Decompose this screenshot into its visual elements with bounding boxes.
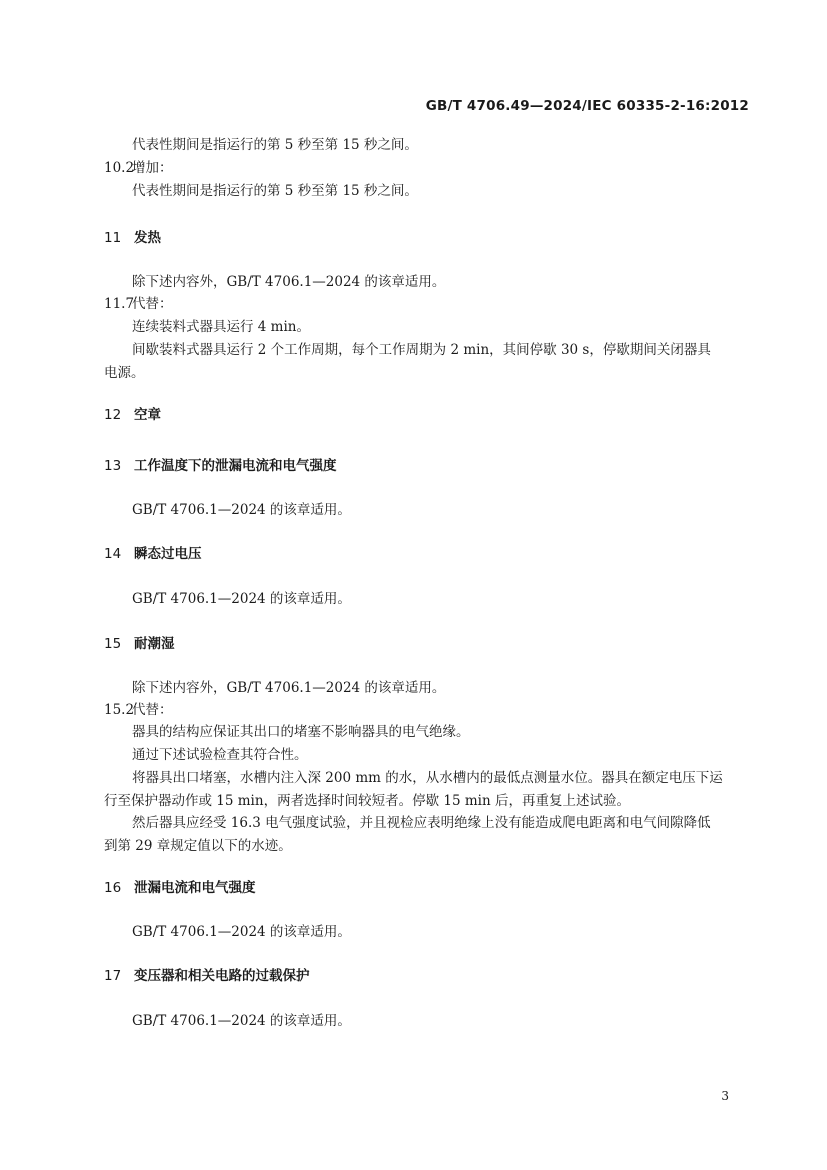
paragraph: GB/T 4706.1—2024 的该章适用。	[132, 924, 351, 940]
paragraph-continuation: 到第 29 章规定值以下的水迹。	[104, 838, 292, 854]
subclause-number: 15.2	[104, 702, 135, 718]
subclause-label: 代替：	[132, 702, 173, 718]
clause-number: 12	[104, 407, 122, 423]
clause-number: 13	[104, 458, 122, 474]
paragraph: 代表性期间是指运行的第 5 秒至第 15 秒之间。	[132, 137, 418, 153]
clause-number: 16	[104, 880, 122, 896]
paragraph: 然后器具应经受 16.3 电气强度试验，并且视检应表明绝缘上没有能造成爬电距离和电气间隙降低	[132, 815, 711, 831]
clause-title: 发热	[134, 230, 161, 246]
clause-number: 14	[104, 546, 122, 562]
paragraph: GB/T 4706.1—2024 的该章适用。	[132, 502, 351, 518]
clause-heading-12	[104, 405, 161, 425]
clause-title: 耐潮湿	[134, 636, 175, 652]
paragraph: 除下述内容外，GB/T 4706.1—2024 的该章适用。	[132, 274, 446, 290]
paragraph-continuation: 电源。	[104, 365, 145, 381]
paragraph: 连续装料式器具运行 4 min。	[132, 319, 310, 335]
clause-title: 瞬态过电压	[134, 546, 202, 562]
subclause-10-2	[104, 158, 173, 178]
clause-number: 17	[104, 968, 122, 984]
subclause-label: 代替：	[132, 296, 173, 312]
standard-header: GB/T 4706.49—2024/IEC 60335-2-16:2012	[425, 98, 749, 114]
clause-title: 工作温度下的泄漏电流和电气强度	[134, 458, 337, 474]
subclause-number: 10.2	[104, 160, 135, 176]
clause-heading-15	[104, 634, 175, 654]
paragraph: 通过下述试验检查其符合性。	[132, 747, 308, 763]
subclause-number: 11.7	[104, 296, 135, 312]
clause-number: 11	[104, 230, 122, 246]
clause-heading-16	[104, 878, 256, 898]
paragraph: GB/T 4706.1—2024 的该章适用。	[132, 1013, 351, 1029]
clause-title: 泄漏电流和电气强度	[134, 880, 256, 896]
paragraph: 代表性期间是指运行的第 5 秒至第 15 秒之间。	[132, 183, 418, 199]
subclause-15-2	[104, 700, 173, 720]
paragraph: 除下述内容外，GB/T 4706.1—2024 的该章适用。	[132, 680, 446, 696]
clause-number: 15	[104, 636, 122, 652]
clause-heading-14	[104, 544, 202, 564]
paragraph: GB/T 4706.1—2024 的该章适用。	[132, 591, 351, 607]
clause-heading-13	[104, 456, 337, 476]
paragraph: 器具的结构应保证其出口的堵塞不影响器具的电气绝缘。	[132, 724, 470, 740]
subclause-11-7	[104, 294, 173, 314]
paragraph-continuation: 行至保护器动作或 15 min，两者选择时间较短者。停歇 15 min 后，再重复上述试验。	[104, 793, 630, 809]
clause-title: 变压器和相关电路的过载保护	[134, 968, 310, 984]
page-number: 3	[721, 1089, 729, 1103]
clause-heading-17	[104, 966, 310, 986]
clause-title: 空章	[134, 407, 161, 423]
paragraph: 将器具出口堵塞，水槽内注入深 200 mm 的水，从水槽内的最低点测量水位。器具在额定电压下运	[132, 770, 723, 786]
clause-heading-11	[104, 228, 161, 248]
subclause-label: 增加：	[132, 160, 173, 176]
paragraph: 间歇装料式器具运行 2 个工作周期，每个工作周期为 2 min，其间停歇 30 s，停歇期间关闭器具	[132, 342, 711, 358]
